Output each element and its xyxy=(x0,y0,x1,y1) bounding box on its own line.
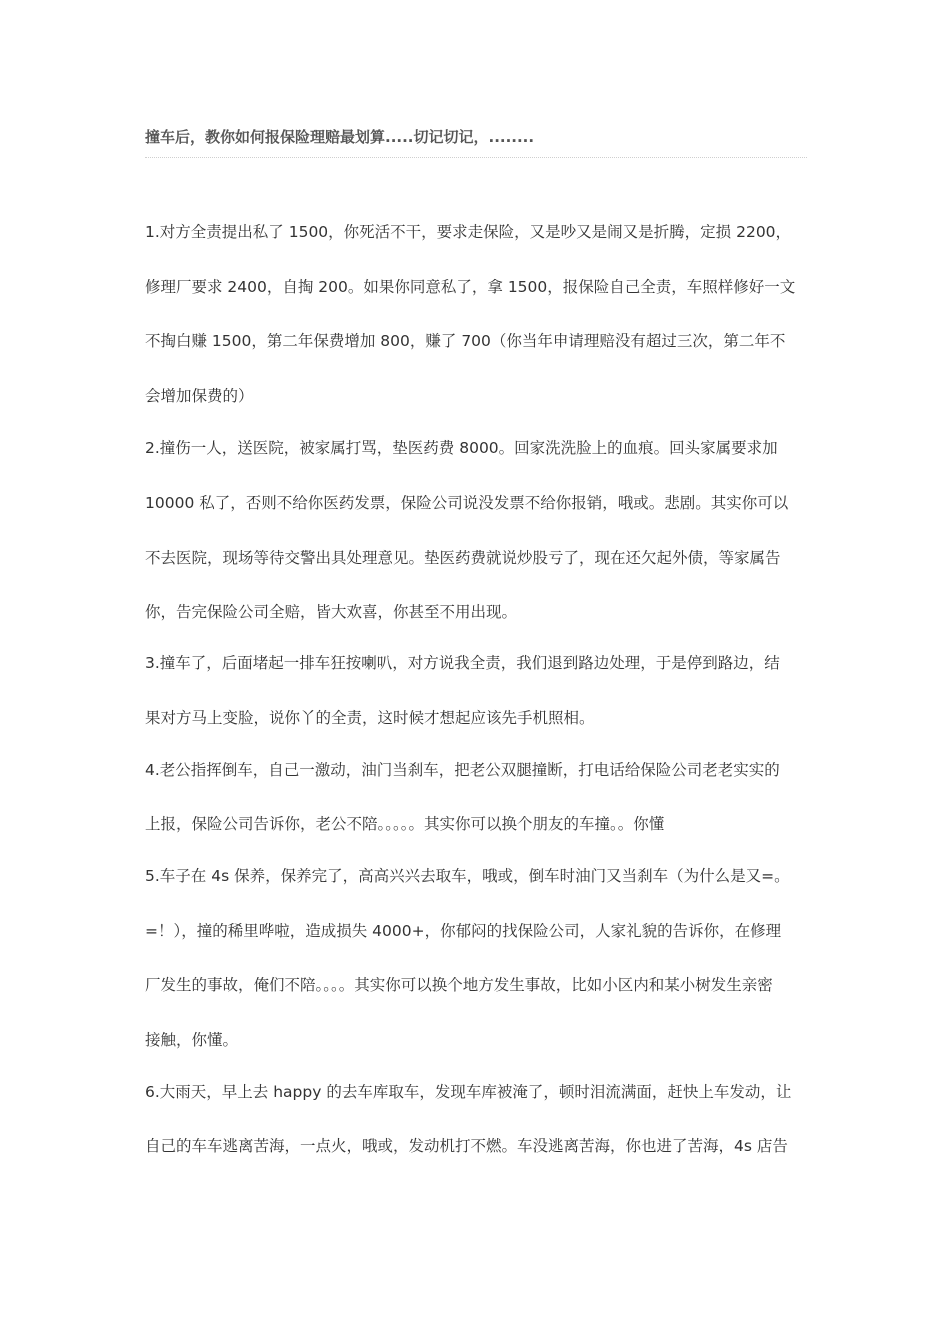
title-divider xyxy=(145,157,807,158)
paragraph-line: =！），撞的稀里哗啦，造成损失 4000+，你郁闷的找保险公司，人家礼貌的告诉你，在修理 xyxy=(145,922,782,940)
paragraph-line: 接触，你懂。 xyxy=(145,1031,239,1049)
paragraph-line: 自己的车车逃离苦海，一点火，哦或，发动机打不燃。车没逃离苦海，你也进了苦海，4s 店告 xyxy=(145,1137,788,1155)
paragraph-line: 不去医院，现场等待交警出具处理意见。垫医药费就说炒股亏了，现在还欠起外债，等家属告 xyxy=(145,549,781,567)
paragraph-line: 不掏白赚 1500，第二年保费增加 800，赚了 700（你当年申请理赔没有超过三次，第二年不 xyxy=(145,332,786,350)
paragraph-line: 5.车子在 4s 保养，保养完了，高高兴兴去取车，哦或，倒车时油门又当刹车（为什么是又=。 xyxy=(145,867,790,885)
paragraph-line: 2.撞伤一人，送医院，被家属打骂，垫医药费 8000。回家洗洗脸上的血痕。回头家属要求加 xyxy=(145,439,778,457)
paragraph-line: 上报，保险公司告诉你，老公不陪。。。。。其实你可以换个朋友的车撞。。你懂 xyxy=(145,815,665,833)
paragraph-line: 你，告完保险公司全赔，皆大欢喜，你甚至不用出现。 xyxy=(145,603,518,621)
article-title: 撞车后，教你如何报保险理赔最划算.....切记切记，........ xyxy=(145,128,535,146)
paragraph-line: 会增加保费的） xyxy=(145,387,254,405)
paragraph-line: 果对方马上变脸，说你丫的全责，这时候才想起应该先手机照相。 xyxy=(145,709,595,727)
paragraph-line: 10000 私了，否则不给你医药发票，保险公司说没发票不给你报销，哦或。悲剧。其实你可以 xyxy=(145,494,789,512)
paragraph-line: 修理厂要求 2400，自掏 200。如果你同意私了，拿 1500，报保险自己全责，车照样修好一文 xyxy=(145,278,796,296)
paragraph-line: 1.对方全责提出私了 1500，你死活不干，要求走保险，又是吵又是闹又是折腾，定损 2200， xyxy=(145,223,792,241)
paragraph-line: 厂发生的事故，俺们不陪。。。。其实你可以换个地方发生事故，比如小区内和某小树发生亲密 xyxy=(145,976,773,994)
paragraph-line: 4.老公指挥倒车，自己一激动，油门当刹车，把老公双腿撞断，打电话给保险公司老老实实的 xyxy=(145,761,780,779)
paragraph-line: 3.撞车了，后面堵起一排车狂按喇叭，对方说我全责，我们退到路边处理，于是停到路边，结 xyxy=(145,654,780,672)
paragraph-line: 6.大雨天，早上去 happy 的去车库取车，发现车库被淹了，顿时泪流满面，赶快上车发动，让 xyxy=(145,1083,792,1101)
